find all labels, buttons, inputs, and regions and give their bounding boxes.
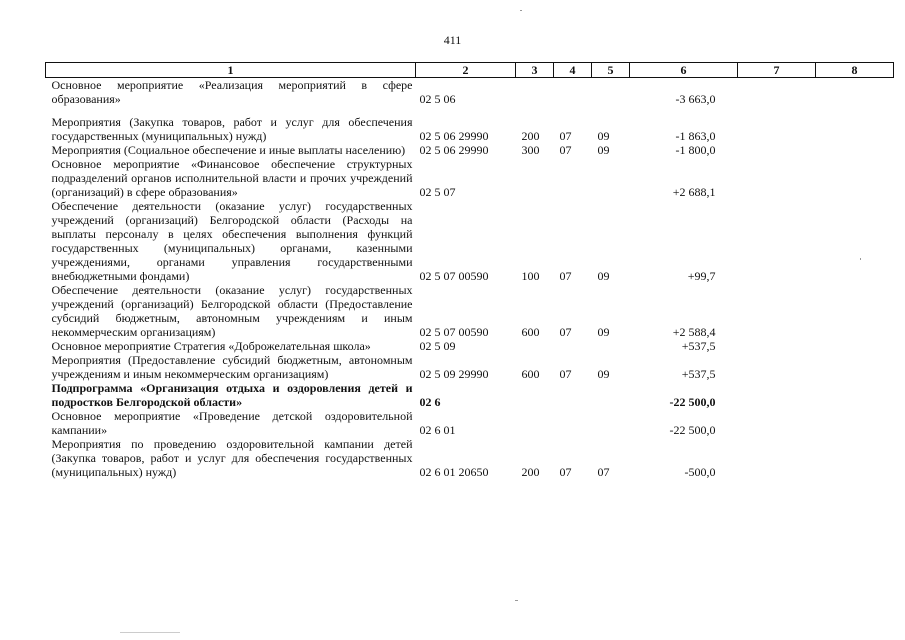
cell-col8 [816,143,894,157]
cell-section [554,157,592,199]
column-header: 7 [738,63,816,78]
column-header: 2 [416,63,516,78]
cell-name: Мероприятия (Закупка товаров, работ и услуг для обеспечения государственных (муниципальных) нужд) [51,115,413,143]
cell-subsection: 09 [597,269,610,283]
cell-subsection: 09 [597,325,610,339]
cell-name: Основное мероприятие «Реализация мероприятий в сфере образования» [51,78,413,106]
header-row [46,63,894,78]
budget-table [45,62,894,479]
cell-expense-type: 200 [521,465,540,479]
table-row [46,106,894,143]
table-body [46,78,894,480]
page-number: 411 [443,33,462,47]
cell-amount: +99,7 [687,269,716,283]
cell-section [554,381,592,409]
column-header: 5 [592,63,630,78]
cell-col8 [816,353,894,381]
table-row [46,283,894,339]
cell-amount: -1 863,0 [675,129,716,143]
cell-name: Мероприятия (Социальное обеспечение и иные выплаты населению) [51,143,406,157]
cell-code: 02 5 09 29990 [419,367,489,381]
cell-section: 07 [559,325,572,339]
cell-name: Мероприятия (Предоставление субсидий бюджетным, автономным учреждениям и иным некоммерческим организациям) [51,353,413,381]
cell-col8 [816,199,894,283]
cell-amount: +537,5 [681,339,716,353]
cell-amount: -1 800,0 [675,143,716,157]
cell-col7 [738,437,816,479]
cell-amount: +2 688,1 [672,185,716,199]
cell-col7 [738,339,816,353]
cell-subsection: 09 [597,143,610,157]
cell-section: 07 [559,129,572,143]
cell-col7 [738,381,816,409]
cell-expense-type: 100 [521,269,540,283]
cell-col7 [738,199,816,283]
cell-code: 02 5 06 29990 [419,129,489,143]
cell-amount: +537,5 [681,367,716,381]
table-row [46,353,894,381]
table-row [46,381,894,409]
cell-col8 [816,409,894,437]
cell-code: 02 6 01 [419,423,456,437]
cell-subsection [592,409,630,437]
cell-expense-type [516,409,554,437]
cell-name: Мероприятия по проведению оздоровительной кампании детей (Закупка товаров, работ и услуг для обеспечения государственных (муниципальных) нужд) [51,437,413,479]
cell-expense-type: 200 [521,129,540,143]
cell-name: Основное мероприятие «Проведение детской оздоровительной кампании» [51,409,413,437]
cell-name: Подпрограмма «Организация отдыха и оздоровления детей и подростков Белгородской области» [51,381,413,409]
cell-col7 [738,409,816,437]
cell-col7 [738,283,816,339]
table-row [46,157,894,199]
cell-col8 [816,157,894,199]
cell-subsection: 07 [597,465,610,479]
cell-section: 07 [559,269,572,283]
cell-section [554,78,592,107]
table-row [46,78,894,107]
cell-name: Основное мероприятие Стратегия «Доброжелательная школа» [51,339,371,353]
cell-col8 [816,283,894,339]
cell-code: 02 6 01 20650 [419,465,489,479]
cell-expense-type [516,381,554,409]
cell-subsection: 09 [597,367,610,381]
cell-subsection: 09 [597,129,610,143]
cell-code: 02 5 06 29990 [419,143,489,157]
cell-code: 02 6 [419,395,441,409]
table-row [46,339,894,353]
column-header: 8 [816,63,894,78]
cell-col7 [738,157,816,199]
cell-amount: -500,0 [684,465,716,479]
cell-col7 [738,106,816,143]
cell-subsection [592,157,630,199]
cell-name: Основное мероприятие «Финансовое обеспечение структурных подразделений органов исполнительной власти и прочих учреждений (организаций) в сфере образования» [51,157,413,199]
cell-code: 02 5 07 [419,185,456,199]
cell-name: Обеспечение деятельности (оказание услуг) государственных учреждений (организаций) Белгородской области (Предоставление субсидий бюджетным, автономным учреждениям и иным некоммерческим организациям) [51,283,413,339]
cell-col7 [738,78,816,107]
table-row [46,409,894,437]
cell-amount: -22 500,0 [669,423,716,437]
cell-code: 02 5 07 00590 [419,269,489,283]
cell-section: 07 [559,367,572,381]
cell-col8 [816,106,894,143]
table-row [46,143,894,157]
cell-col7 [738,353,816,381]
cell-section: 07 [559,465,572,479]
cell-code: 02 5 06 [419,92,456,106]
table-row [46,437,894,479]
cell-amount: +2 588,4 [672,325,716,339]
cell-subsection [592,381,630,409]
cell-expense-type: 300 [521,143,540,157]
cell-section [554,409,592,437]
cell-subsection [592,339,630,353]
cell-amount: -3 663,0 [675,92,716,106]
table-row [46,199,894,283]
column-header: 6 [630,63,738,78]
cell-col8 [816,437,894,479]
cell-col8 [816,78,894,107]
column-header: 3 [516,63,554,78]
cell-col8 [816,381,894,409]
cell-code: 02 5 07 00590 [419,325,489,339]
column-header: 4 [554,63,592,78]
cell-subsection [592,78,630,107]
cell-col8 [816,339,894,353]
cell-section: 07 [559,143,572,157]
cell-name: Обеспечение деятельности (оказание услуг) государственных учреждений (организаций) Белгородской области (Расходы на выплаты персоналу в целях обеспечения выполнения функций государственных (муниципальных) органами, казенными учреждениями, органами управления государственными внебюджетными фондами) [51,199,413,283]
column-header: 1 [46,63,416,78]
cell-expense-type [516,157,554,199]
cell-expense-type [516,78,554,107]
cell-col7 [738,143,816,157]
cell-expense-type: 600 [521,325,540,339]
cell-expense-type: 600 [521,367,540,381]
cell-code: 02 5 09 [419,339,456,353]
cell-section [554,339,592,353]
cell-expense-type [516,339,554,353]
cell-amount: -22 500,0 [669,395,716,409]
